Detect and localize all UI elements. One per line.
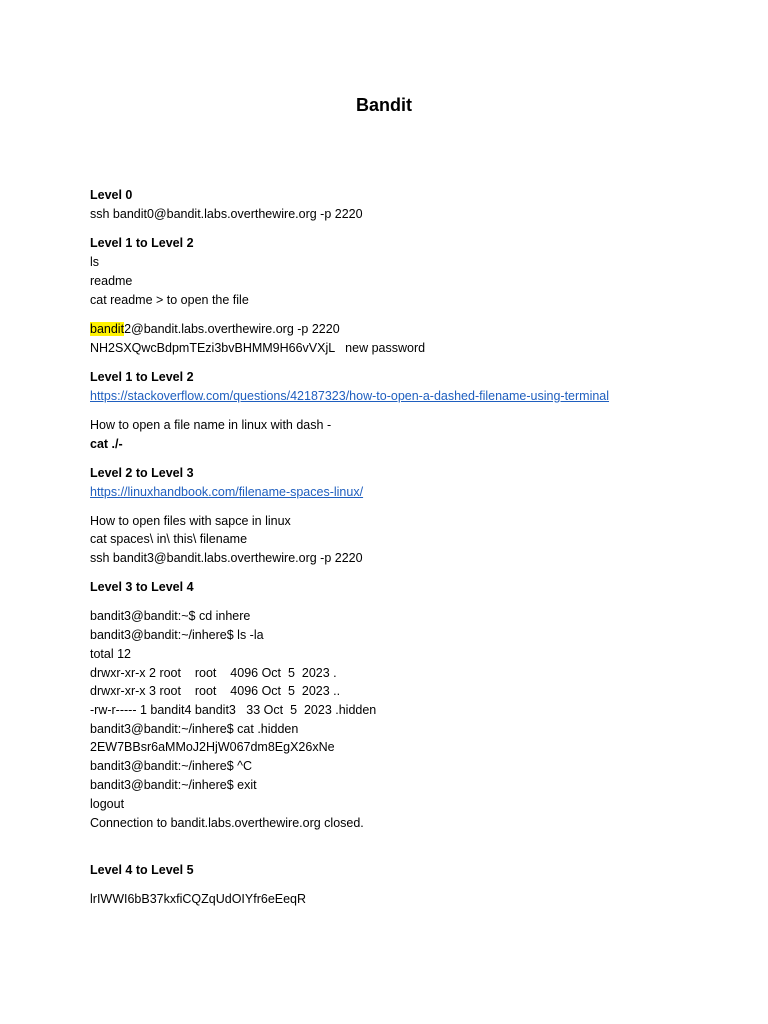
level1-ssh-command	[90, 320, 340, 338]
terminal-line: Connection to bandit.labs.overthewire.org closed.	[90, 816, 364, 830]
terminal-line: bandit3@bandit:~/inhere$ cat .hidden	[90, 722, 299, 736]
level1b-heading: Level 1 to Level 2	[90, 370, 194, 384]
text-line: readme	[90, 274, 133, 288]
level3-heading: Level 3 to Level 4	[90, 580, 194, 594]
linuxhandbook-link[interactable]: https://linuxhandbook.com/filename-spaces-linux/	[90, 485, 364, 499]
highlighted-username: bandit	[90, 322, 125, 336]
text-line: ls	[90, 255, 100, 269]
terminal-line: bandit3@bandit:~/inhere$ ls -la	[90, 628, 264, 642]
terminal-line: drwxr-xr-x 3 root root 4096 Oct 5 2023 ..	[90, 684, 341, 698]
dash-file-note: How to open a file name in linux with dash -	[90, 418, 332, 432]
text-line: cat spaces\ in\ this\ filename	[90, 532, 248, 546]
terminal-line: bandit3@bandit:~$ cd inhere	[90, 609, 251, 623]
terminal-line: drwxr-xr-x 2 root root 4096 Oct 5 2023 .	[90, 666, 337, 680]
terminal-line: -rw-r----- 1 bandit4 bandit3 33 Oct 5 2023 .hidden	[90, 703, 377, 717]
stackoverflow-link[interactable]: https://stackoverflow.com/questions/42187323/how-to-open-a-dashed-filename-using-terminal	[90, 389, 610, 403]
level2-heading: Level 2 to Level 3	[90, 466, 194, 480]
terminal-line: logout	[90, 797, 125, 811]
terminal-line: total 12	[90, 647, 132, 661]
page-title: Bandit	[356, 95, 412, 115]
password-line: NH2SXQwcBdpmTEzi3bvBHMM9H66vVXjL new password	[90, 341, 426, 355]
terminal-line: 2EW7BBsr6aMMoJ2HjW067dm8EgX26xNe	[90, 740, 335, 754]
text-line: cat readme > to open the file	[90, 293, 249, 307]
level0-heading: Level 0	[90, 188, 133, 202]
level4-heading: Level 4 to Level 5	[90, 863, 194, 877]
terminal-line: bandit3@bandit:~/inhere$ exit	[90, 778, 257, 792]
level4-password: lrIWWI6bB37kxfiCQZqUdOIYfr6eEeqR	[90, 892, 307, 906]
level1-heading: Level 1 to Level 2	[90, 236, 194, 250]
terminal-line: bandit3@bandit:~/inhere$ ^C	[90, 759, 253, 773]
ssh-command-rest: 2@bandit.labs.overthewire.org -p 2220	[124, 322, 340, 336]
text-line: How to open files with sapce in linux	[90, 514, 291, 528]
dash-file-command: cat ./-	[90, 437, 123, 451]
level0-ssh-command: ssh bandit0@bandit.labs.overthewire.org -p 2220	[90, 207, 363, 221]
level2-ssh-command: ssh bandit3@bandit.labs.overthewire.org -p 2220	[90, 551, 363, 565]
